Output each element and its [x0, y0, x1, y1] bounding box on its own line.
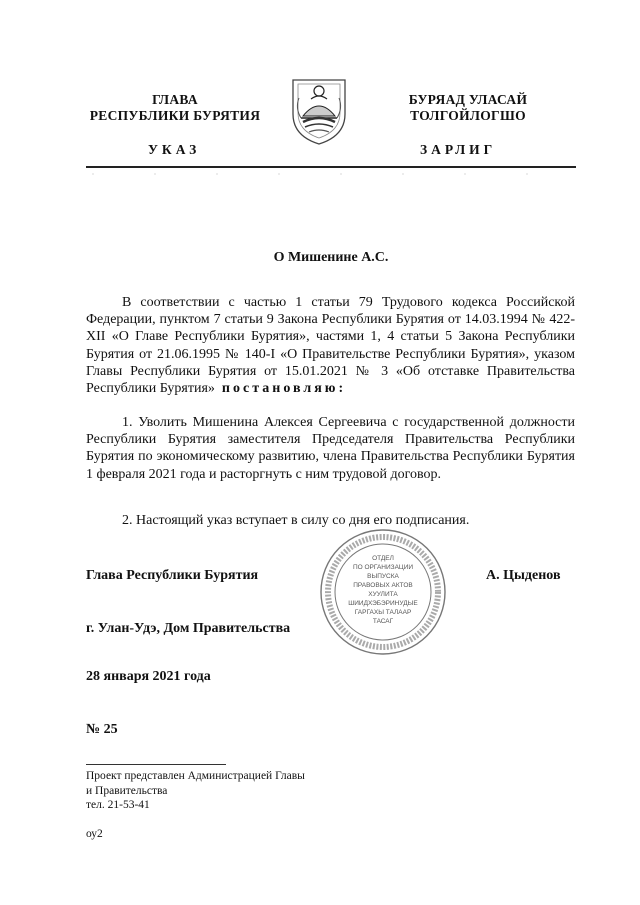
signature-position: Глава Республики Бурятия: [86, 568, 259, 583]
place: г. Улан-Удэ, Дом Правительства: [86, 621, 291, 636]
coat-of-arms-icon: [289, 74, 349, 146]
decree-title: О Мишенине А.С.: [273, 250, 389, 265]
header-left-line2: РЕСПУБЛИКИ БУРЯТИЯ: [89, 108, 261, 123]
preamble: [86, 294, 575, 397]
stamp-line: ПО ОРГАНИЗАЦИИ: [352, 564, 414, 571]
footnote-code: оу2: [86, 828, 103, 840]
stamp-line: ХУУЛИТА: [368, 591, 398, 598]
stamp-line: ТАСАГ: [372, 618, 394, 625]
item-1: [86, 414, 575, 483]
stamp-line: ОТДЕЛ: [372, 555, 394, 562]
doc-type-ru: УКАЗ: [148, 142, 201, 157]
footnote: [86, 769, 305, 813]
footnote-line3: тел. 21-53-41: [86, 799, 150, 811]
stamp-line: ВЫПУСКА: [367, 573, 399, 580]
footnote-line1: Проект представлен Администрацией Главы: [86, 770, 305, 782]
stamp-line: ПРАВОВЫХ АКТОВ: [353, 582, 413, 589]
doc-type-bua: ЗАРЛИГ: [420, 142, 497, 157]
item-1-text: 1. Уволить Мишенина Алексея Сергеевича с государственной должности Республики Бурятия заместителя Председателя Правительства Республики Бурятия по экономическому развитию, члена Правительства Республики Бурятия 1 февраля 2021 года и расторгнуть с ним трудовой договор.: [86, 415, 575, 482]
header-rule: [86, 166, 576, 168]
header-dotted-line: [86, 170, 576, 178]
footnote-line2: и Правительства: [86, 784, 168, 797]
date: 28 января 2021 года: [86, 669, 211, 684]
header-left-line1: ГЛАВА: [152, 92, 198, 107]
signature-name: А. Цыденов: [486, 568, 561, 583]
decree-word: постановляю:: [221, 381, 347, 397]
preamble-text: В соответствии с частью 1 статьи 79 Трудового кодекса Российской Федерации, пунктом 7 статьи 9 Закона Республики Бурятия от 14.03.1994 № 422-XII «О Главе Республики Бурятия», частями 1, 4 статьи 5 Закона Республики Бурятия от 21.06.1995 № 140-I «О Правительстве Республики Бурятия», указом Главы Республики Бурятия от 15.01.2021 № 3 «Об отставке Правительства Республики Бурятия»: [86, 295, 575, 397]
stamp-line: ГАРГАХЫ ТАЛААР: [354, 609, 412, 616]
official-stamp: [318, 527, 448, 657]
stamp-text: [340, 554, 426, 626]
stamp-line: ШИИДХЭБЭРИНУДЫЕ: [348, 600, 418, 607]
item-2-text: 2. Настоящий указ вступает в силу со дня его подписания.: [122, 513, 470, 528]
decree-number: № 25: [86, 722, 118, 737]
header-right-line1: БУРЯАД УЛАСАЙ: [408, 92, 528, 107]
header-right: [383, 92, 553, 124]
header-right-line2: ТОЛГОЙЛОГШО: [410, 108, 526, 123]
header-left: [86, 92, 264, 124]
footnote-rule: [86, 764, 226, 765]
